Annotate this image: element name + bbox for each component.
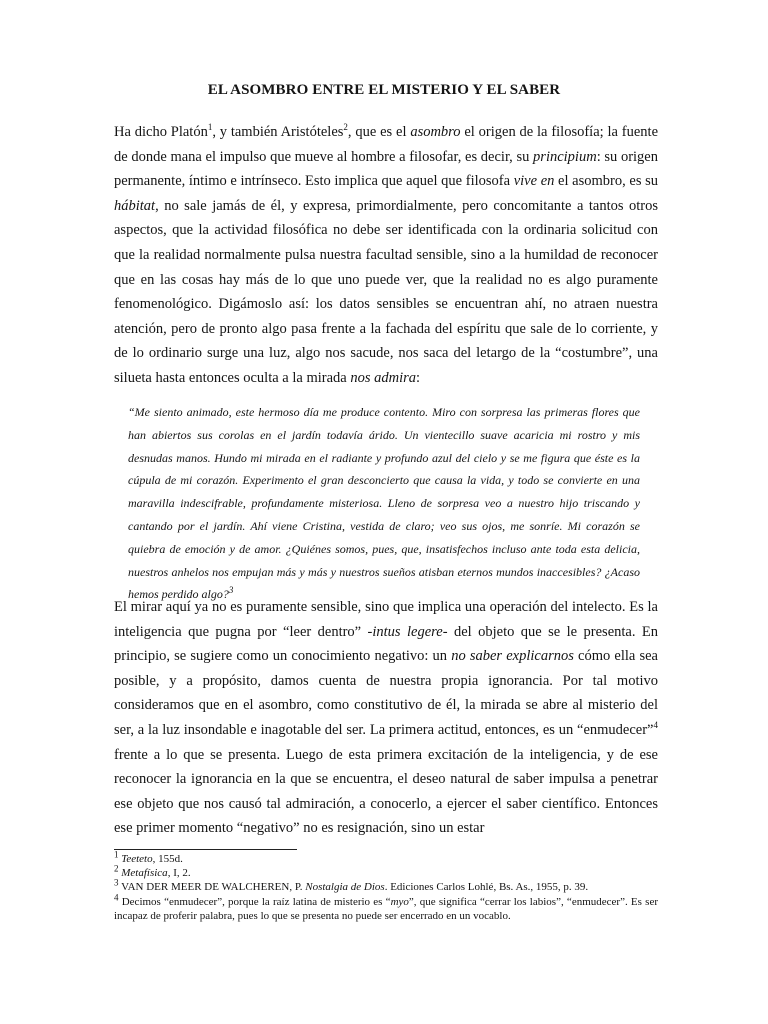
footnote-3-text: . Ediciones Carlos Lohlé, Bs. As., 1955, p. 39.	[384, 881, 589, 894]
footnote-4	[114, 891, 658, 923]
paragraph-intro	[114, 120, 658, 391]
intro-text-5: : su origen permanente, íntimo e intrínseco. Esto implica que aquel que filosofa	[114, 148, 658, 190]
footnote-ref-1[interactable]: 1	[207, 122, 213, 133]
mirar-text-2: - del objeto que se le presenta. En principio, se sugiere como un conocimiento negativo: un	[114, 623, 658, 665]
footnote-2	[114, 863, 658, 880]
mirar-text-3: cómo ella sea posible, y a propósito, damos cuenta de nuestra propia ignorancia. Por tal motivo consideramos que en el asombro, como constitutivo de él, la mirada se abre al misterio del ser, a la luz insondable e inagotable del ser. La primera actitud, entonces, es un “enmudecer”	[114, 648, 658, 738]
intro-italic-habitat: hábitat	[114, 197, 156, 214]
intro-italic-nos-admira: nos admira	[350, 369, 417, 386]
footnote-1-number: 1	[114, 849, 119, 860]
mirar-italic-intus-legere: intus legere	[372, 623, 443, 640]
footnote-1	[114, 849, 658, 866]
footnote-ref-3[interactable]: 3	[228, 585, 234, 596]
footnote-divider	[114, 849, 297, 850]
mirar-text-1: El mirar aquí ya no es puramente sensible, sino que implica una operación del intelecto. Es la inteligencia que pugna por “leer dentro” -	[114, 599, 658, 640]
quote-text: “Me siento animado, este hermoso día me produce contento. Miro con sorpresa las primeras flores que han abiertos sus corolas en el jardín todavía árido. Un vientecillo suave acaricia mi rostro y mis desnudas manos. Hundo mi mirada en el radiante y profundo azul del cielo y se me figura que éste es la cúpula de mi corazón. Experimento el gran desconcierto que causa la vida, y todo se convierte en una maravilla indescifrable, profundamente misteriosa. Lleno de sorpresa veo a nuestro hijo triscando y cantando por el jardín. Ahí viene Cristina, vestida de claro; veo sus ojos, me sonríe. Mi corazón se quiebra de emoción y de amor. ¿Quiénes somos, pues, que, insatisfechos incluso ante toda esta delicia, nuestros anhelos nos empujan más y más y nuestros sueños atisban eternos mundos inaccesibles? ¿Acaso hemos perdido algo?	[128, 405, 640, 602]
footnote-ref-4[interactable]: 4	[653, 720, 658, 731]
intro-text-7: , no sale jamás de él, y expresa, primordialmente, pero concomitante a tantos otros aspectos, que la actividad filosófica no debe ser identificada con la ordinaria solicitud con que la realidad normalmente pulsa nuestra facultad sensible, sino a la humildad de reconocer que en las cosas hay más de lo que uno puede ver, que la realidad no es algo puramente fenomenológico. Digámoslo así: los datos sensibles se encuentran ahí, no atraen nuestra atención, pero de pronto algo pasa frente a la fachada del espíritu que sale de lo corriente, y de lo ordinario surge una luz, algo nos sacude, nos saca del letargo de la “costumbre”, una silueta hasta entonces oculta a la mirada	[114, 197, 658, 386]
mirar-italic-no-saber: no saber explicarnos	[451, 648, 574, 665]
document-title: EL ASOMBRO ENTRE EL MISTERIO Y EL SABER	[207, 82, 561, 98]
intro-text-8: :	[416, 369, 421, 386]
footnote-3-number: 3	[114, 877, 119, 888]
footnote-4-text-2: ”, que significa “cerrar los labios”, “enmudecer”. Es ser incapaz de proferir palabra, pues lo que se presenta no puede ser encerrado en un vocablo.	[114, 895, 658, 922]
paragraph-mirar	[114, 595, 658, 841]
footnote-1-title: Teeteto	[121, 853, 153, 865]
footnote-1-text: , 155d.	[152, 853, 183, 865]
intro-italic-principium: principium	[533, 148, 597, 165]
intro-text-4: el origen de la filosofía; la fuente de donde mana el impulso que mueve al hombre a filosofar, es decir, su	[114, 124, 659, 165]
footnotes	[114, 849, 658, 923]
intro-text-3: , que es el	[347, 124, 411, 140]
footnote-3	[114, 877, 658, 894]
block-quote	[128, 401, 640, 606]
footnote-4-italic-myo: myo	[390, 895, 409, 908]
intro-text-1: Ha dicho Platón	[114, 124, 208, 140]
intro-italic-vive-en: vive en	[513, 173, 555, 190]
footnote-3-title: Nostalgia de Dios	[305, 881, 385, 894]
footnote-2-text: , I, 2.	[167, 867, 191, 880]
intro-text-2: , y también Aristóteles	[212, 124, 344, 140]
footnote-2-title: Metafísica	[121, 867, 168, 880]
footnote-3-author: VAN DER MEER DE WALCHEREN, P.	[121, 881, 306, 894]
footnote-4-text-1: Decimos “enmudecer”, porque la raíz latina de misterio es “	[118, 895, 391, 908]
intro-italic-asombro: asombro	[410, 124, 461, 140]
footnote-4-number: 4	[114, 891, 119, 902]
footnote-ref-2[interactable]: 2	[343, 122, 348, 133]
mirar-text-4: frente a lo que se presenta. Luego de esta primera excitación de la inteligencia, y de ese reconocer la ignorancia en la que se encuentra, el deseo natural de saber impulsa a penetrar ese objeto que nos causó tal admiración, a conocerlo, a ejercer el saber científico. Entonces ese primer momento “negativo” no es resignación, sino un estar	[114, 746, 658, 837]
intro-text-6: el asombro, es su	[554, 173, 659, 190]
footnote-2-number: 2	[114, 863, 119, 874]
